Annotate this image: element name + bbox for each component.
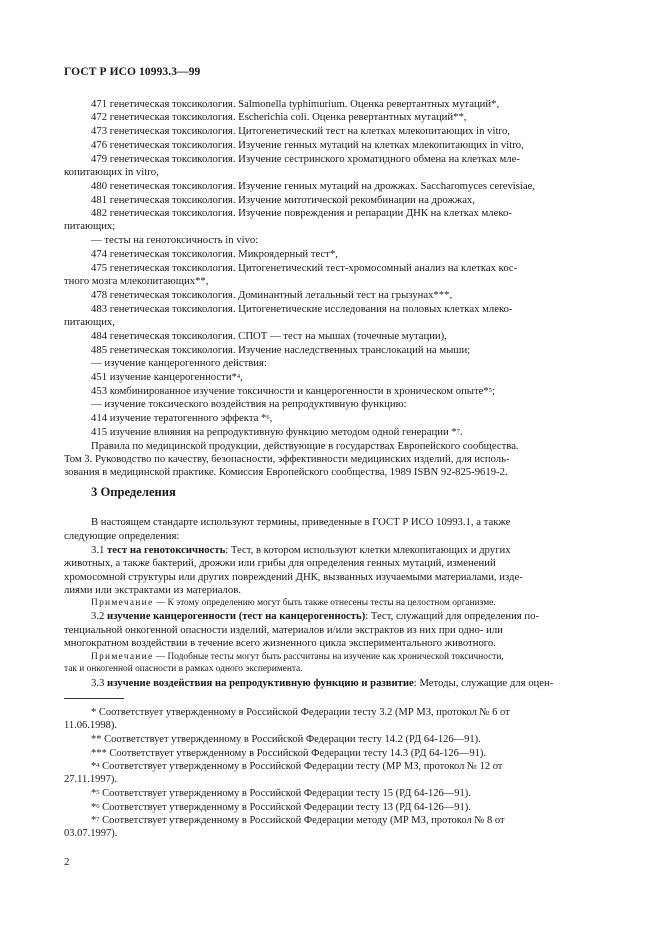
definition-term: тест на генотоксичность bbox=[107, 544, 226, 556]
definition-term: изучение канцерогенности (тест на канцерогенность) bbox=[107, 610, 366, 622]
footnote: *** Соответствует утвержденному в Российской Федерации тесту 14.3 (РД 64-126—91). bbox=[91, 748, 487, 759]
paragraph: тенциальной онкогенной опасности изделий, материалов и/или экстрактов из них при одно- или bbox=[64, 624, 503, 636]
note-continued: так и онкогенной опасности в рамках одного эксперимента. bbox=[64, 664, 303, 674]
footnote-continued: 11.06.1998). bbox=[64, 720, 117, 731]
list-item: 453 комбинированное изучение токсичности и канцерогенности в хроническом опыте*$^5$; bbox=[91, 385, 495, 397]
section-title: 3 Определения bbox=[91, 485, 176, 499]
list-item: 480 генетическая токсикология. Изучение генных мутаций на дрожжах. Saccharomyces cerevisiae, bbox=[91, 180, 536, 192]
list-subheading: — изучение канцерогенного действия: bbox=[91, 357, 267, 369]
list-item: 474 генетическая токсикология. Микроядерный тест*, bbox=[91, 248, 338, 260]
paragraph: В настоящем стандарте используют термины, приведенные в ГОСТ Р ИСО 10993.1, а также bbox=[91, 516, 511, 528]
footnote: ** Соответствует утвержденному в Российской Федерации тесту 14.2 (РД 64-126—91). bbox=[91, 734, 481, 745]
list-item: 483 генетическая токсикология. Цитогенетические исследования на половых клетках млеко- bbox=[91, 303, 513, 315]
list-item: 475 генетическая токсикология. Цитогенетический тест-хромосомный анализ на клетках кос- bbox=[91, 262, 518, 274]
list-item-continued: питающих; bbox=[64, 220, 116, 232]
list-item: 472 генетическая токсикология. Escherichia coli. Оценка ревертантных мутаций**, bbox=[91, 111, 467, 123]
list-item: 484 генетическая токсикология. СПОТ — тест на мышах (точечные мутации), bbox=[91, 330, 447, 342]
list-item: 479 генетическая токсикология. Изучение сестринского хроматидного обмена на клетках мле- bbox=[91, 153, 520, 165]
list-item: 478 генетическая токсикология. Доминантный летальный тест на грызунах***, bbox=[91, 289, 453, 301]
list-item: 482 генетическая токсикология. Изучение повреждения и репарации ДНК на клетках млеко- bbox=[91, 207, 512, 219]
definition-3-2: 3.2 изучение канцерогенности (тест на канцерогенность): Тест, служащий для определения по- bbox=[91, 610, 540, 622]
document-header: ГОСТ Р ИСО 10993.3—99 bbox=[64, 66, 201, 78]
footnote-continued: 03.07.1997). bbox=[64, 828, 118, 839]
list-subheading: — изучение токсического воздействия на репродуктивную функцию: bbox=[91, 398, 407, 410]
reference-text: Том 3. Руководство по качеству, безопасности, эффективности медицинских изделий, для исполь- bbox=[64, 453, 510, 465]
paragraph: лиями или экстрактами из материалов. bbox=[64, 584, 241, 596]
paragraph: следующие определения: bbox=[64, 530, 180, 542]
list-item-continued: питающих, bbox=[64, 316, 115, 328]
reference-text: зования в медицинской практике. Комиссия Европейского сообщества, 1989 ISBN 92-825-9619-2. bbox=[64, 466, 508, 478]
definition-3-3: 3.3 изучение воздействия на репродуктивную функцию и развитие: Методы, служащие для оцен- bbox=[91, 677, 554, 689]
reference-text: Правила по медицинской продукции, действующие в государствах Европейского сообщества. bbox=[91, 440, 519, 452]
page-number: 2 bbox=[64, 856, 70, 868]
footnote: * Соответствует утвержденному в Российской Федерации тесту 3.2 (МР МЗ, протокол № 6 от bbox=[91, 707, 510, 718]
paragraph: многократном воздействии в течение всего жизненного цикла экспериментального животного. bbox=[64, 637, 496, 649]
list-item: 414 изучение тератогенного эффекта *$^6$, bbox=[91, 412, 273, 424]
list-item: 451 изучение канцерогенности*$^4$, bbox=[91, 371, 243, 383]
list-item-continued: копитающих in vitro, bbox=[64, 166, 159, 178]
footnote: *$^7$ Соответствует утвержденному в Российской Федерации методу (МР МЗ, протокол № 8 от bbox=[91, 815, 505, 826]
list-item: 473 генетическая токсикология. Цитогенетический тест на клетках млекопитающих in vitro, bbox=[91, 125, 511, 137]
note: Примечание — Подобные тесты могут быть рассчитаны на изучение как хронической токсичности, bbox=[91, 652, 504, 662]
definition-term: изучение воздействия на репродуктивную функцию и развитие bbox=[107, 677, 414, 689]
list-subheading: — тесты на генотоксичность in vivo: bbox=[91, 234, 259, 246]
footnote-continued: 27.11.1997). bbox=[64, 774, 117, 785]
paragraph: хромосомной структуры или других повреждений ДНК, вызванных изучаемыми материалами, изде- bbox=[64, 571, 523, 583]
list-item: 485 генетическая токсикология. Изучение наследственных транслокаций на мыши; bbox=[91, 344, 471, 356]
paragraph: животных, а также бактерий, дрожжи или грибы для определения генных мутаций, изменений bbox=[64, 557, 496, 569]
list-item: 415 изучение влияния на репродуктивную функцию методом одной генерации *$^7$. bbox=[91, 426, 463, 438]
list-item-continued: тного мозга млекопитающих**, bbox=[64, 275, 209, 287]
footnote: *$^5$ Соответствует утвержденному в Российской Федерации тесту 15 (РД 64-126—91). bbox=[91, 788, 471, 799]
list-item: 476 генетическая токсикология. Изучение генных мутаций на клетках млекопитающих in vitro, bbox=[91, 139, 524, 151]
list-item: 481 генетическая токсикология. Изучение митотической рекомбинации на дрожжах, bbox=[91, 194, 475, 206]
footnote: *$^6$ Соответствует утвержденному в Российской Федерации тесту 13 (РД 64-126—91). bbox=[91, 802, 471, 813]
list-item: 471 генетическая токсикология. Salmonella typhimurium. Оценка ревертантных мутаций*, bbox=[91, 98, 500, 110]
footnote-separator bbox=[64, 698, 124, 699]
footnote: *$^4$ Соответствует утвержденному в Российской Федерации тесту (МР МЗ, протокол № 12 от bbox=[91, 761, 503, 772]
note: Примечание — К этому определению могут быть также отнесены тесты на целостном организме. bbox=[91, 598, 496, 608]
definition-3-1: 3.1 тест на генотоксичность: Тест, в котором используют клетки млекопитающих и других bbox=[91, 544, 511, 556]
